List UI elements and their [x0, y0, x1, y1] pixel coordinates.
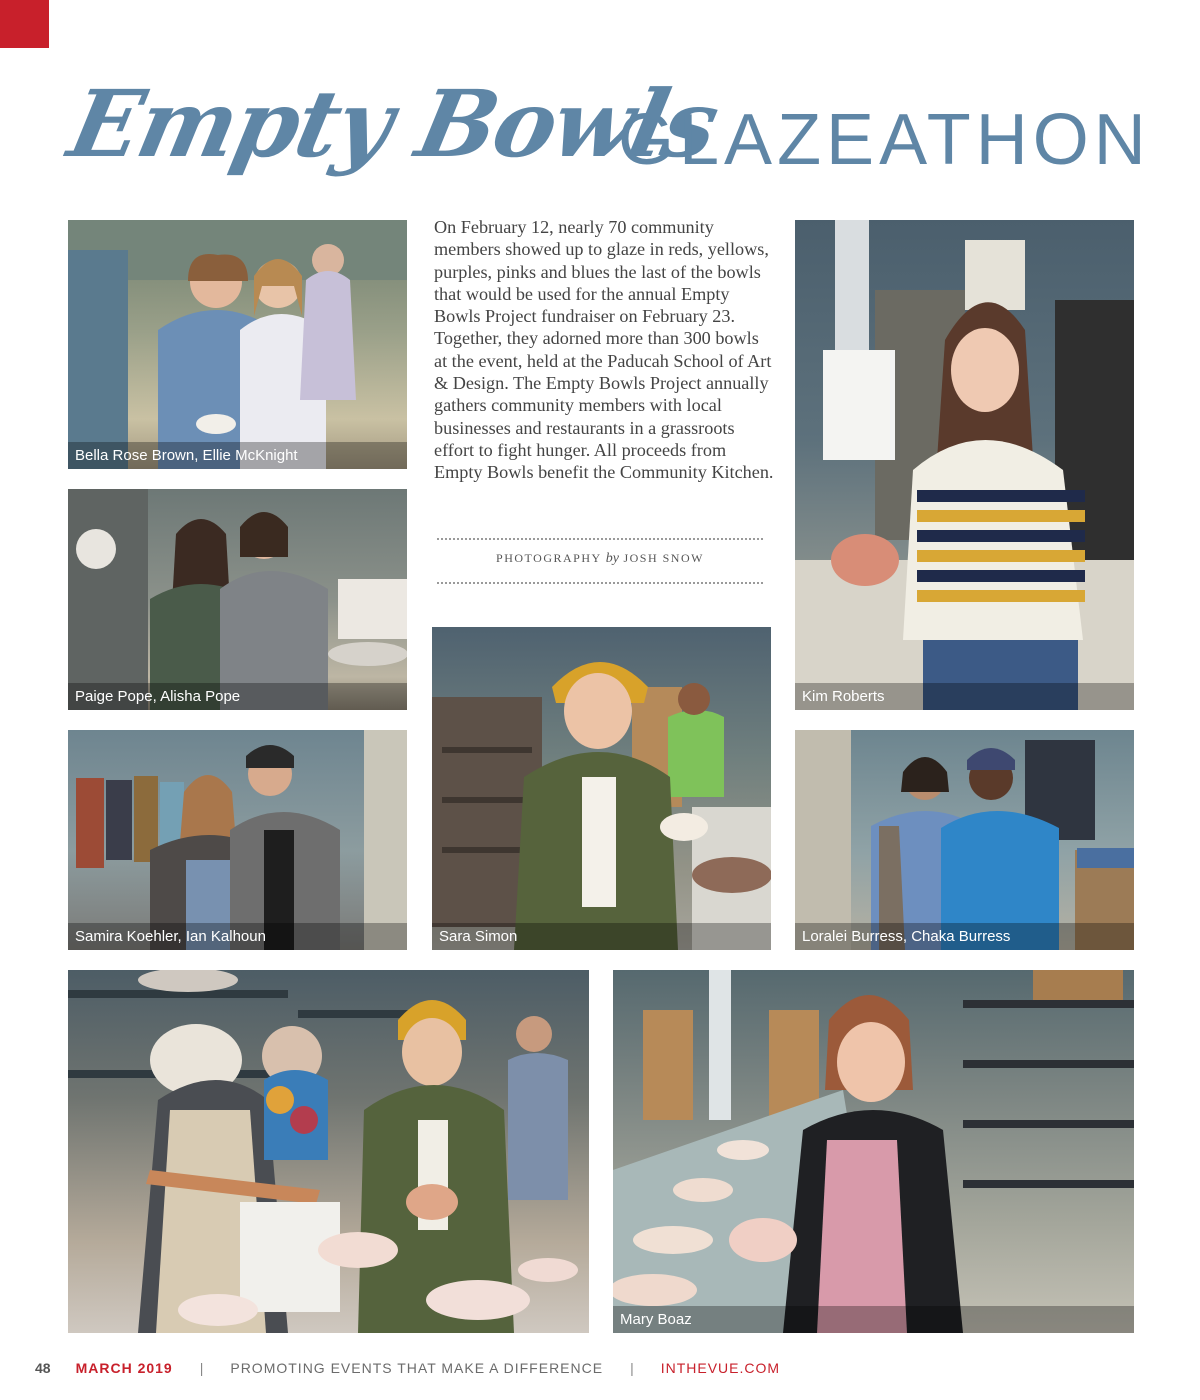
article-body: On February 12, nearly 70 community members showed up to glaze in reds, yellows, purples, pinks and blues the last of the bowls that would be used for the annual Empty Bowls Project fundraiser on February 23. Together, they adorned more than 300 bowls at the event, held at the Paducah School of Art & Design. The Empty Bowls Project annually gathers community members with local businesses and restaurants in a grassroots effort to fight hunger. All proceeds from Empty Bowls benefit the Community Kitchen. — [434, 217, 774, 483]
divider-bottom — [437, 582, 763, 584]
footer-separator-1: | — [199, 1360, 204, 1376]
title-script: Empty Bowls — [60, 70, 727, 178]
photo-loralei-chaka — [795, 730, 1134, 950]
footer-separator-2: | — [630, 1360, 634, 1376]
photo-credit — [437, 551, 763, 567]
caption-samira-ian: Samira Koehler, Ian Kalhoun — [68, 923, 407, 950]
caption-bella-ellie: Bella Rose Brown, Ellie McKnight — [68, 442, 407, 469]
photo-samira-ian-scene — [68, 730, 407, 950]
photo-kim-scene — [795, 220, 1134, 710]
title-caps: GLAZEATHON — [618, 100, 1151, 180]
photo-sara — [432, 627, 771, 950]
photo-paige-alisha-scene — [68, 489, 407, 710]
corner-tab — [0, 0, 49, 48]
page-footer — [35, 1358, 780, 1378]
photo-credit-name: JOSH SNOW — [623, 551, 704, 565]
caption-mary: Mary Boaz — [613, 1306, 1134, 1333]
photo-bella-ellie — [68, 220, 407, 469]
footer-website-link[interactable]: INTHEVUE.COM — [660, 1360, 781, 1376]
photo-credit-prefix: PHOTOGRAPHY — [496, 551, 602, 565]
footer-tagline: PROMOTING EVENTS THAT MAKE A DIFFERENCE — [230, 1360, 604, 1376]
caption-paige-alisha: Paige Pope, Alisha Pope — [68, 683, 407, 710]
photo-glazing-group — [68, 970, 589, 1333]
issue-date: MARCH 2019 — [75, 1360, 173, 1376]
photo-loralei-chaka-scene — [795, 730, 1134, 950]
page-number: 48 — [35, 1360, 51, 1376]
photo-paige-alisha — [68, 489, 407, 710]
photo-bella-ellie-scene — [68, 220, 407, 469]
photo-kim — [795, 220, 1134, 710]
photo-mary-scene — [613, 970, 1134, 1333]
photo-glazing-group-scene — [68, 970, 589, 1333]
photo-mary — [613, 970, 1134, 1333]
photo-credit-by: by — [605, 551, 619, 566]
caption-loralei-chaka: Loralei Burress, Chaka Burress — [795, 923, 1134, 950]
photo-sara-scene — [432, 627, 771, 950]
caption-kim: Kim Roberts — [795, 683, 1134, 710]
photo-samira-ian — [68, 730, 407, 950]
divider-top — [437, 538, 763, 540]
caption-sara: Sara Simon — [432, 923, 771, 950]
